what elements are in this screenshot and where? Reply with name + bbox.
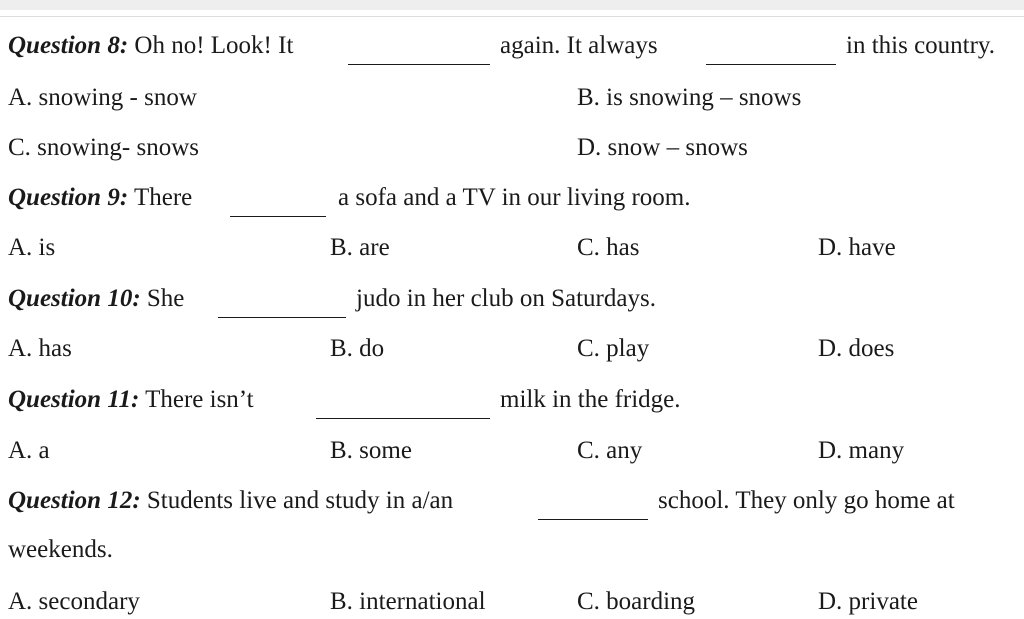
- question-9-text-1: There: [133, 184, 193, 211]
- question-12-stem: [8, 486, 453, 516]
- question-8-text-1: Oh no! Look! It: [134, 32, 294, 59]
- question-9-stem: [8, 183, 192, 213]
- question-11-stem: [8, 385, 254, 415]
- question-10-text-2: judo in her club on Saturdays.: [356, 285, 656, 312]
- question-10-blank: [218, 297, 346, 318]
- question-8-label: Question 8:: [8, 32, 129, 59]
- question-11-option-b: B. some: [330, 437, 412, 464]
- question-11-text-1: There isn’t: [145, 386, 254, 413]
- question-12-text-3: weekends.: [8, 536, 113, 563]
- question-10-stem: [8, 284, 184, 314]
- question-12-option-b: B. international: [330, 588, 486, 615]
- question-12-label: Question 12:: [8, 487, 141, 514]
- question-10-text-1: She: [146, 285, 185, 312]
- question-10-option-b: B. do: [330, 335, 385, 362]
- question-10-option-a: A. has: [8, 335, 72, 362]
- question-9-option-b: B. are: [330, 234, 390, 261]
- question-9-text-2: a sofa and a TV in our living room.: [338, 184, 691, 211]
- question-12-option-d: D. private: [818, 588, 918, 615]
- question-10-option-c: C. play: [577, 335, 650, 362]
- question-9-option-c: C. has: [577, 234, 640, 261]
- question-12-text-1: Students live and study in a/an: [146, 487, 454, 514]
- question-11-option-c: C. any: [577, 437, 643, 464]
- question-8-text-3: in this country.: [846, 32, 996, 59]
- question-10-label: Question 10:: [8, 285, 141, 312]
- question-12-blank: [538, 499, 648, 520]
- question-11-option-d: D. many: [818, 437, 905, 464]
- question-11-blank: [316, 398, 490, 419]
- question-12-option-c: C. boarding: [577, 588, 696, 615]
- question-11-option-a: A. a: [8, 437, 50, 464]
- question-8-option-c: C. snowing- snows: [8, 134, 199, 161]
- question-8-option-a: A. snowing - snow: [8, 84, 197, 111]
- question-8-option-d: D. snow – snows: [577, 134, 748, 161]
- question-9-label: Question 9:: [8, 184, 129, 211]
- question-9-option-d: D. have: [818, 234, 896, 261]
- question-12-option-a: A. secondary: [8, 588, 140, 615]
- question-8-text-2: again. It always: [500, 32, 658, 59]
- question-12-text-2: school. They only go home at: [658, 487, 955, 514]
- question-11-text-2: milk in the fridge.: [500, 386, 681, 413]
- question-8-blank-1: [348, 44, 490, 65]
- question-8-blank-2: [706, 44, 836, 65]
- top-bar: [0, 0, 1024, 10]
- question-11-label: Question 11:: [8, 386, 140, 413]
- question-9-blank: [230, 196, 326, 217]
- question-9-option-a: A. is: [8, 234, 56, 261]
- question-10-option-d: D. does: [818, 335, 895, 362]
- question-8-stem: [8, 31, 293, 61]
- top-divider: [0, 16, 1024, 17]
- question-8-option-b: B. is snowing – snows: [577, 84, 802, 111]
